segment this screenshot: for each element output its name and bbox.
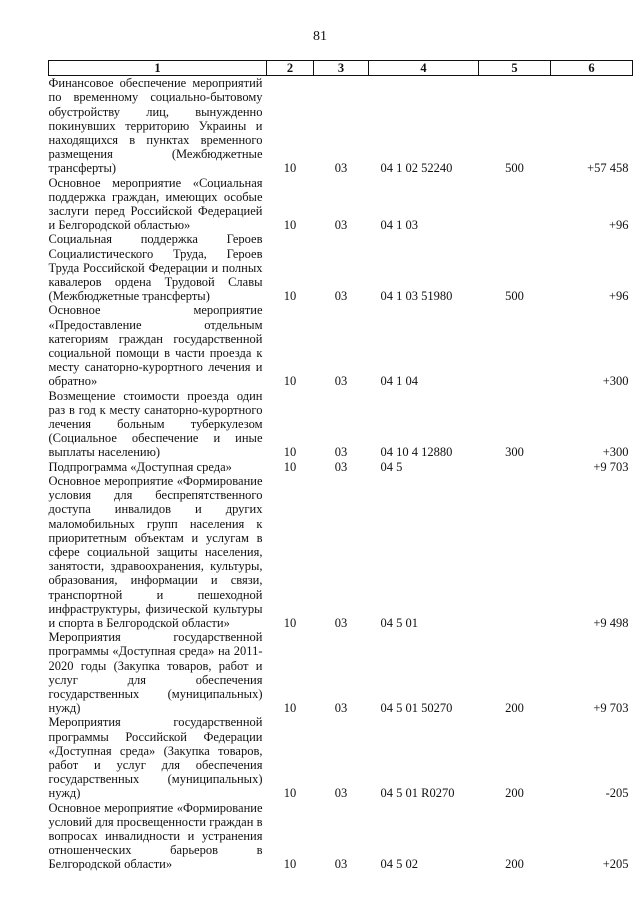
header-col-2: 2 [267, 61, 314, 76]
row-amount: +96 [608, 218, 629, 233]
row-subsection: 03 [334, 161, 348, 176]
row-amount: +9 498 [593, 615, 629, 630]
table-row [49, 389, 633, 460]
row-expense-type: 200 [505, 701, 524, 716]
row-subsection: 03 [334, 701, 348, 716]
row-amount: -205 [605, 786, 629, 801]
row-amount: +205 [602, 857, 629, 872]
row-amount: +96 [608, 289, 629, 304]
table-row [49, 630, 633, 715]
row-amount: +57 458 [587, 161, 629, 176]
row-amount: +9 703 [593, 459, 629, 474]
page-number: 81 [313, 29, 327, 44]
row-expense-type: 500 [505, 289, 524, 304]
row-target-code: 04 1 02 52240 [380, 161, 453, 176]
row-subsection: 03 [334, 459, 348, 474]
table-row [49, 303, 633, 388]
table-body [49, 76, 633, 872]
row-target-code: 04 5 02 [380, 857, 418, 872]
budget-table [48, 60, 633, 872]
row-section: 10 [283, 615, 297, 630]
row-expense-type [479, 303, 551, 388]
row-section: 10 [283, 445, 297, 460]
header-col-1: 1 [49, 61, 267, 76]
row-section: 10 [283, 218, 297, 233]
row-section: 10 [283, 459, 297, 474]
row-name: Мероприятия государственной программы Российской Федерации «Доступная среда» (Закупка товаров, работ и услуг для обеспечения государственных (муниципальных) нужд) [48, 715, 263, 801]
row-name: Основное мероприятие «Формирование условия для беспрепятственного доступа инвалидов и других маломобильных групп населения к приоритетным объектам и услугам в сфере социальной защиты населения, занятости, здравоохранения, культуры, образования, информации и связи, транспортной и пешеходной инфраструктуры, физической культуры и спорта в Белгородской области» [48, 473, 263, 630]
header-col-3: 3 [314, 61, 369, 76]
row-name: Основное мероприятие «Социальная поддержка граждан, имеющих особые заслуги перед Российской Федерацией и Белгородской областью» [48, 175, 263, 233]
row-amount: +300 [602, 445, 629, 460]
row-target-code: 04 5 01 R0270 [380, 786, 455, 801]
row-target-code: 04 5 [380, 459, 403, 474]
row-subsection: 03 [334, 289, 348, 304]
table-row [49, 232, 633, 303]
table-header [49, 61, 633, 76]
row-amount: +9 703 [593, 701, 629, 716]
row-amount: +300 [602, 374, 629, 389]
row-name: Основное мероприятие «Формирование условий для просвещенности граждан в вопросах инвалидности и устранения отношенческих барьеров в Белгородской области» [48, 800, 263, 872]
table-row [49, 460, 633, 474]
row-expense-type: 200 [505, 857, 524, 872]
row-name: Финансовое обеспечение мероприятий по временному социально-бытовому обустройству лиц, вынужденно покинувших территорию Украины и находящихся в пунктах временного размещения (Межбюджетные трансферты) [48, 76, 263, 176]
row-section: 10 [283, 161, 297, 176]
row-expense-type [479, 460, 551, 474]
table-row [49, 76, 633, 176]
row-expense-type: 200 [505, 786, 524, 801]
row-subsection: 03 [334, 615, 348, 630]
table-row [49, 715, 633, 800]
row-target-code: 04 1 03 51980 [380, 289, 453, 304]
row-name: Социальная поддержка Героев Социалистического Труда, Героев Труда Российской Федерации и полных кавалеров ордена Трудовой Славы (Межбюджетные трансферты) [48, 232, 263, 304]
row-name: Возмещение стоимости проезда один раз в год к месту санаторно-курортного лечения больным туберкулезом (Социальное обеспечение и иные выплаты населению) [48, 388, 263, 460]
row-subsection: 03 [334, 445, 348, 460]
row-name: Основное мероприятие «Предоставление отдельным категориям граждан государственной социальной помощи в части проезда к месту санаторно-курортного лечения и обратно» [48, 303, 263, 389]
row-name: Подпрограмма «Доступная среда» [48, 459, 232, 474]
table-row [49, 176, 633, 233]
row-section: 10 [283, 289, 297, 304]
row-subsection: 03 [334, 857, 348, 872]
row-expense-type: 500 [505, 161, 524, 176]
row-subsection: 03 [334, 786, 348, 801]
row-subsection: 03 [334, 218, 348, 233]
row-name: Мероприятия государственной программы «Доступная среда» на 2011-2020 годы (Закупка товаров, работ и услуг для обеспечения государственных (муниципальных) нужд) [48, 630, 263, 716]
header-col-5: 5 [479, 61, 551, 76]
row-target-code: 04 5 01 [380, 615, 418, 630]
row-section: 10 [283, 701, 297, 716]
row-subsection: 03 [334, 374, 348, 389]
row-target-code: 04 5 01 50270 [380, 701, 453, 716]
header-col-4: 4 [369, 61, 479, 76]
row-target-code: 04 1 03 [380, 218, 418, 233]
row-expense-type: 300 [505, 445, 524, 460]
row-expense-type [479, 176, 551, 233]
header-col-6: 6 [551, 61, 633, 76]
row-section: 10 [283, 374, 297, 389]
table-row [49, 801, 633, 872]
row-section: 10 [283, 786, 297, 801]
row-target-code: 04 10 4 12880 [380, 445, 453, 460]
row-expense-type [479, 474, 551, 630]
table-row [49, 474, 633, 630]
row-section: 10 [283, 857, 297, 872]
row-target-code: 04 1 04 [380, 374, 418, 389]
